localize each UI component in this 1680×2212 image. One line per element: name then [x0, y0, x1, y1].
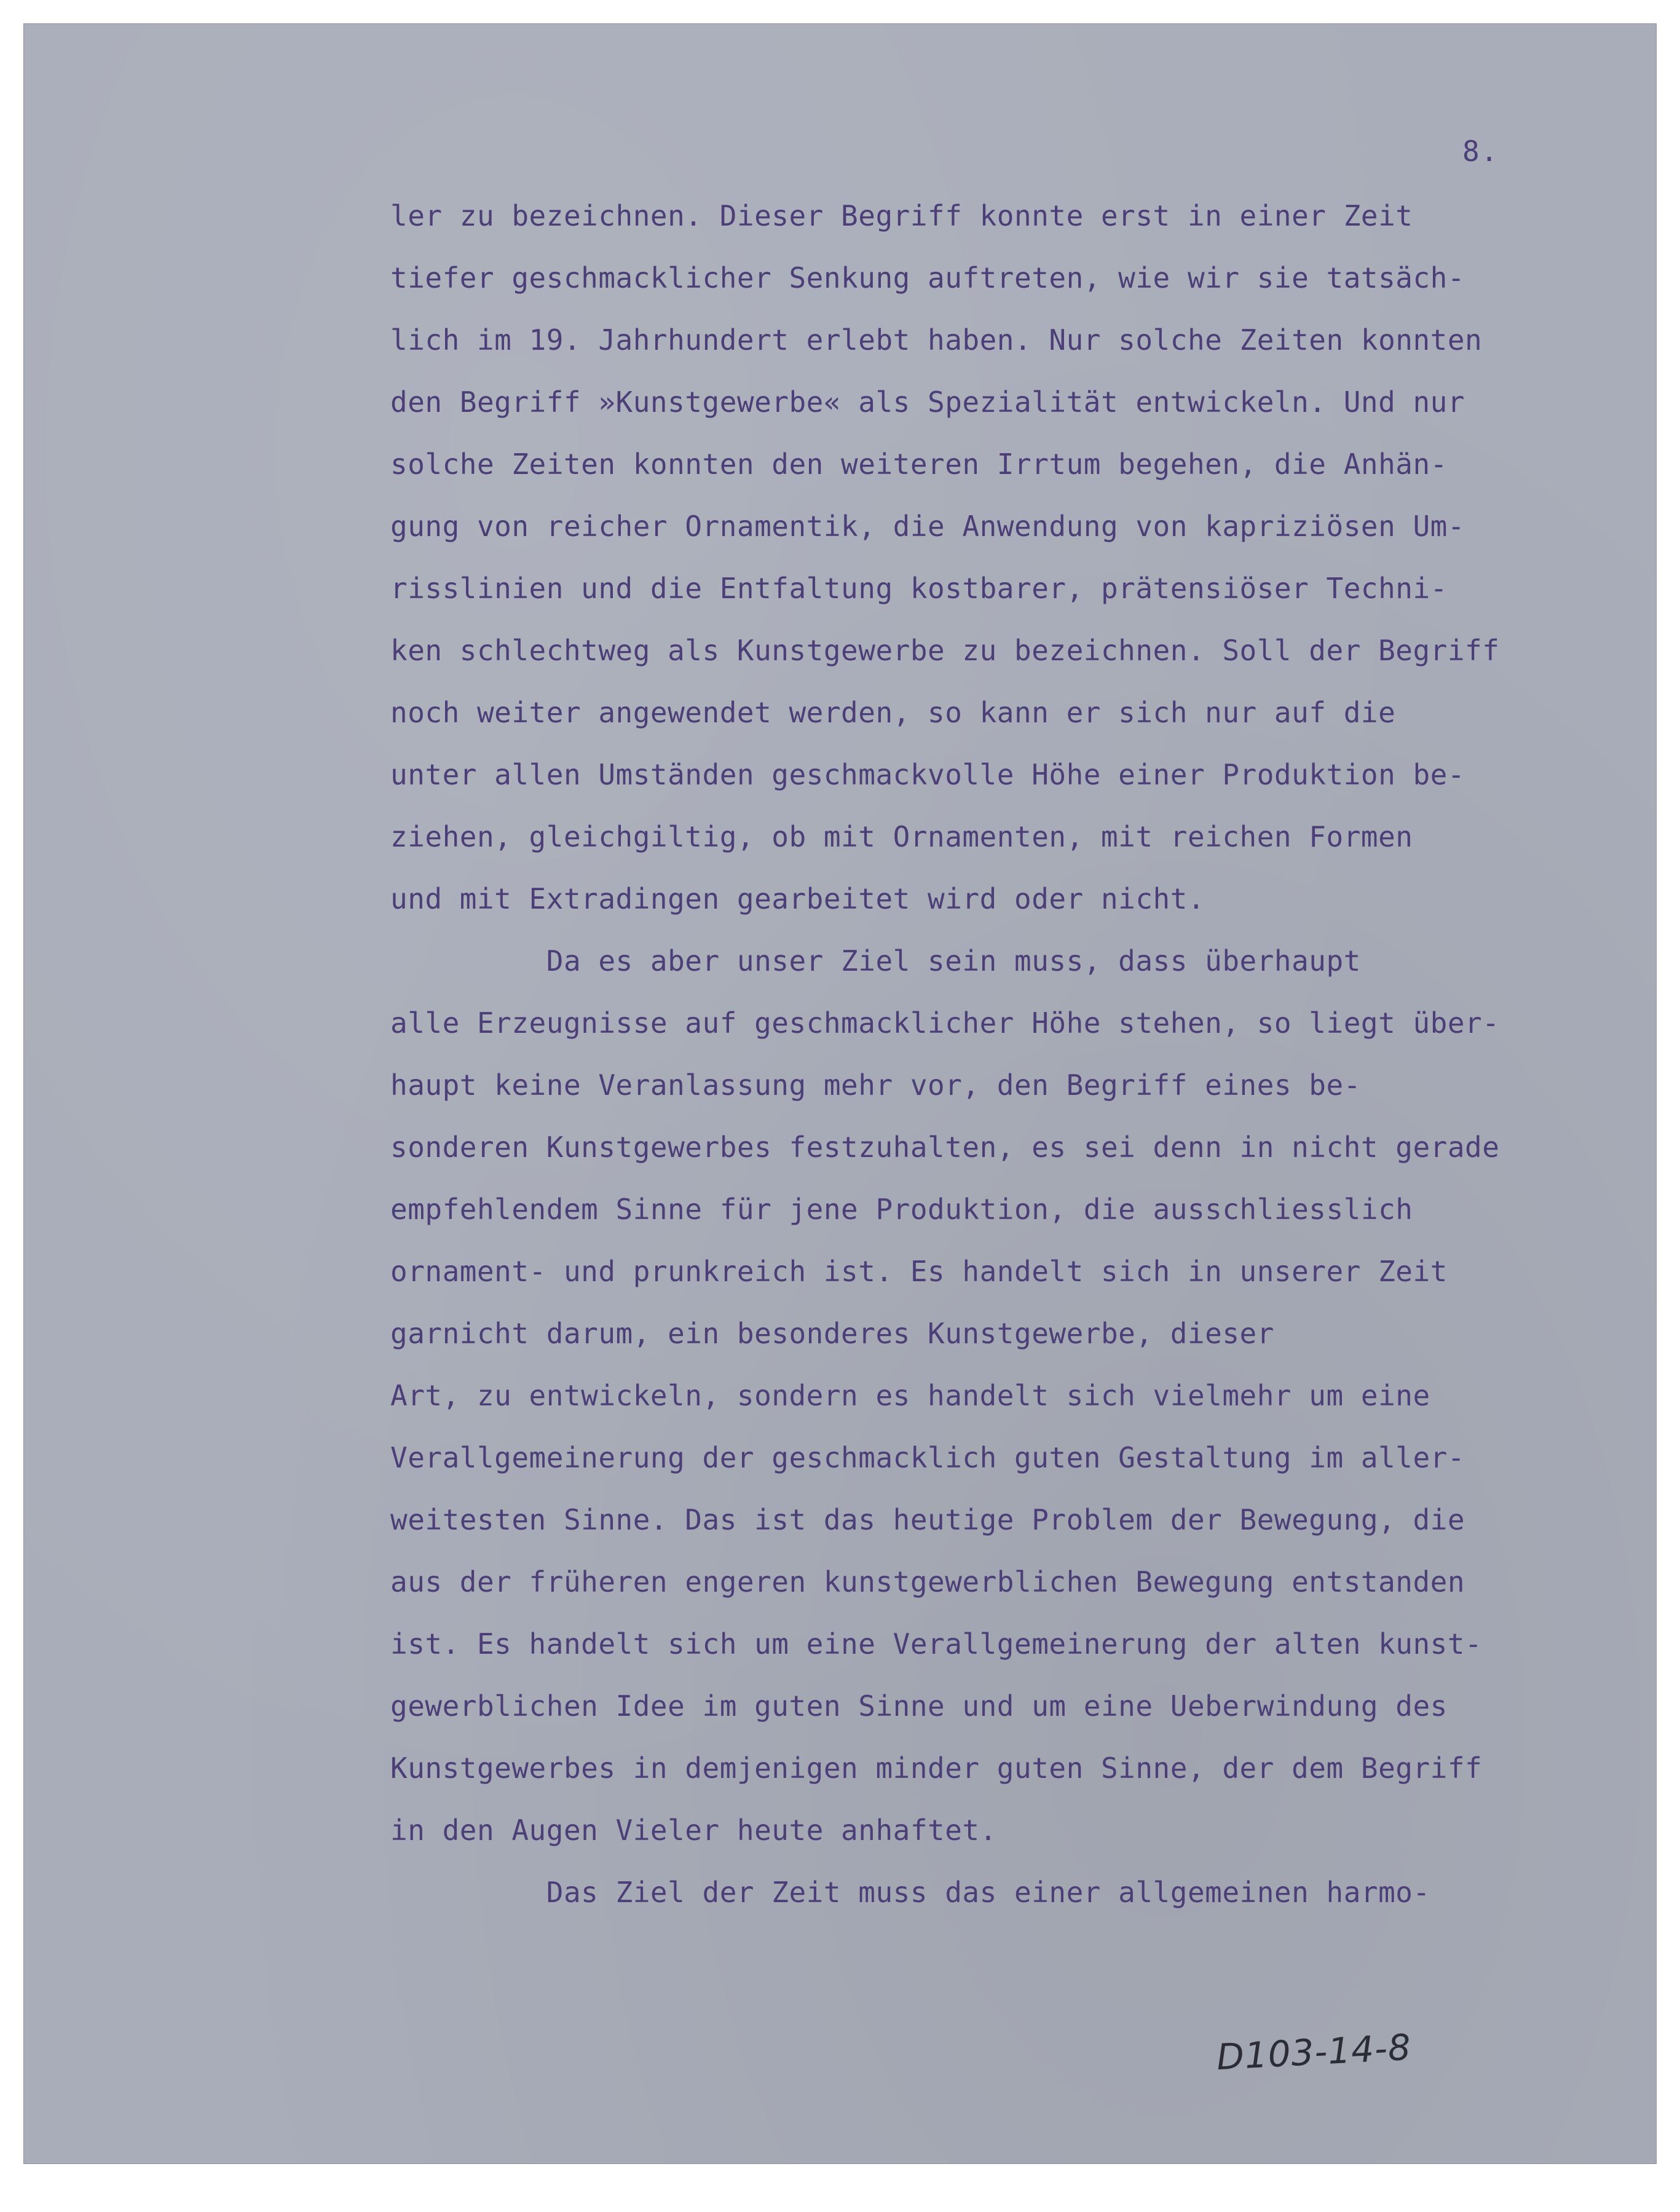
text-line: den Begriff »Kunstgewerbe« als Spezialität entwickeln. Und nur: [390, 385, 1465, 419]
text-line: in den Augen Vieler heute anhaftet.: [390, 1814, 997, 1847]
text-line: empfehlendem Sinne für jene Produktion, die ausschliesslich: [390, 1193, 1413, 1226]
text-line: noch weiter angewendet werden, so kann er sich nur auf die: [390, 696, 1396, 729]
text-line: unter allen Umständen geschmackvolle Höhe einer Produktion be-: [390, 758, 1465, 791]
text-line: garnicht darum, ein besonderes Kunstgewerbe, dieser: [390, 1317, 1274, 1350]
text-line: und mit Extradingen gearbeitet wird oder nicht.: [390, 882, 1205, 915]
archive-signature: D103-14-8: [1215, 2026, 1413, 2079]
text-line: Das Ziel der Zeit muss das einer allgemeinen harmo-: [390, 1876, 1430, 1909]
text-line: Art, zu entwickeln, sondern es handelt sich vielmehr um eine: [390, 1379, 1430, 1412]
text-line: haupt keine Veranlassung mehr vor, den Begriff eines be-: [390, 1068, 1361, 1102]
text-line: ziehen, gleichgiltig, ob mit Ornamenten, mit reichen Formen: [390, 820, 1413, 853]
text-line: ist. Es handelt sich um eine Verallgemeinerung der alten kunst-: [390, 1627, 1483, 1661]
text-line: gung von reicher Ornamentik, die Anwendung von kapriziösen Um-: [390, 510, 1465, 543]
text-line: risslinien und die Entfaltung kostbarer, prätensiöser Techni-: [390, 572, 1448, 605]
text-line: alle Erzeugnisse auf geschmacklicher Höhe stehen, so liegt über-: [390, 1006, 1500, 1040]
page-number: 8.: [1462, 135, 1499, 168]
text-line: solche Zeiten konnten den weiteren Irrtum begehen, die Anhän-: [390, 448, 1448, 481]
text-line: gewerblichen Idee im guten Sinne und um eine Ueberwindung des: [390, 1689, 1448, 1723]
text-line: ler zu bezeichnen. Dieser Begriff konnte erst in einer Zeit: [390, 199, 1413, 232]
text-line: weitesten Sinne. Das ist das heutige Problem der Bewegung, die: [390, 1503, 1465, 1536]
text-line: lich im 19. Jahrhundert erlebt haben. Nur solche Zeiten konnten: [390, 323, 1483, 357]
text-line: Da es aber unser Ziel sein muss, dass überhaupt: [390, 944, 1361, 978]
typed-text-body: [390, 185, 1669, 1924]
text-line: ken schlechtweg als Kunstgewerbe zu bezeichnen. Soll der Begriff: [390, 634, 1500, 667]
text-line: ornament- und prunkreich ist. Es handelt sich in unserer Zeit: [390, 1255, 1448, 1288]
text-line: tiefer geschmacklicher Senkung auftreten, wie wir sie tatsäch-: [390, 261, 1465, 294]
text-line: aus der früheren engeren kunstgewerblichen Bewegung entstanden: [390, 1565, 1465, 1598]
document-page: [23, 23, 1657, 2164]
text-line: Verallgemeinerung der geschmacklich guten Gestaltung im aller-: [390, 1441, 1465, 1474]
text-line: sonderen Kunstgewerbes festzuhalten, es sei denn in nicht gerade: [390, 1131, 1500, 1164]
text-line: Kunstgewerbes in demjenigen minder guten Sinne, der dem Begriff: [390, 1752, 1483, 1785]
